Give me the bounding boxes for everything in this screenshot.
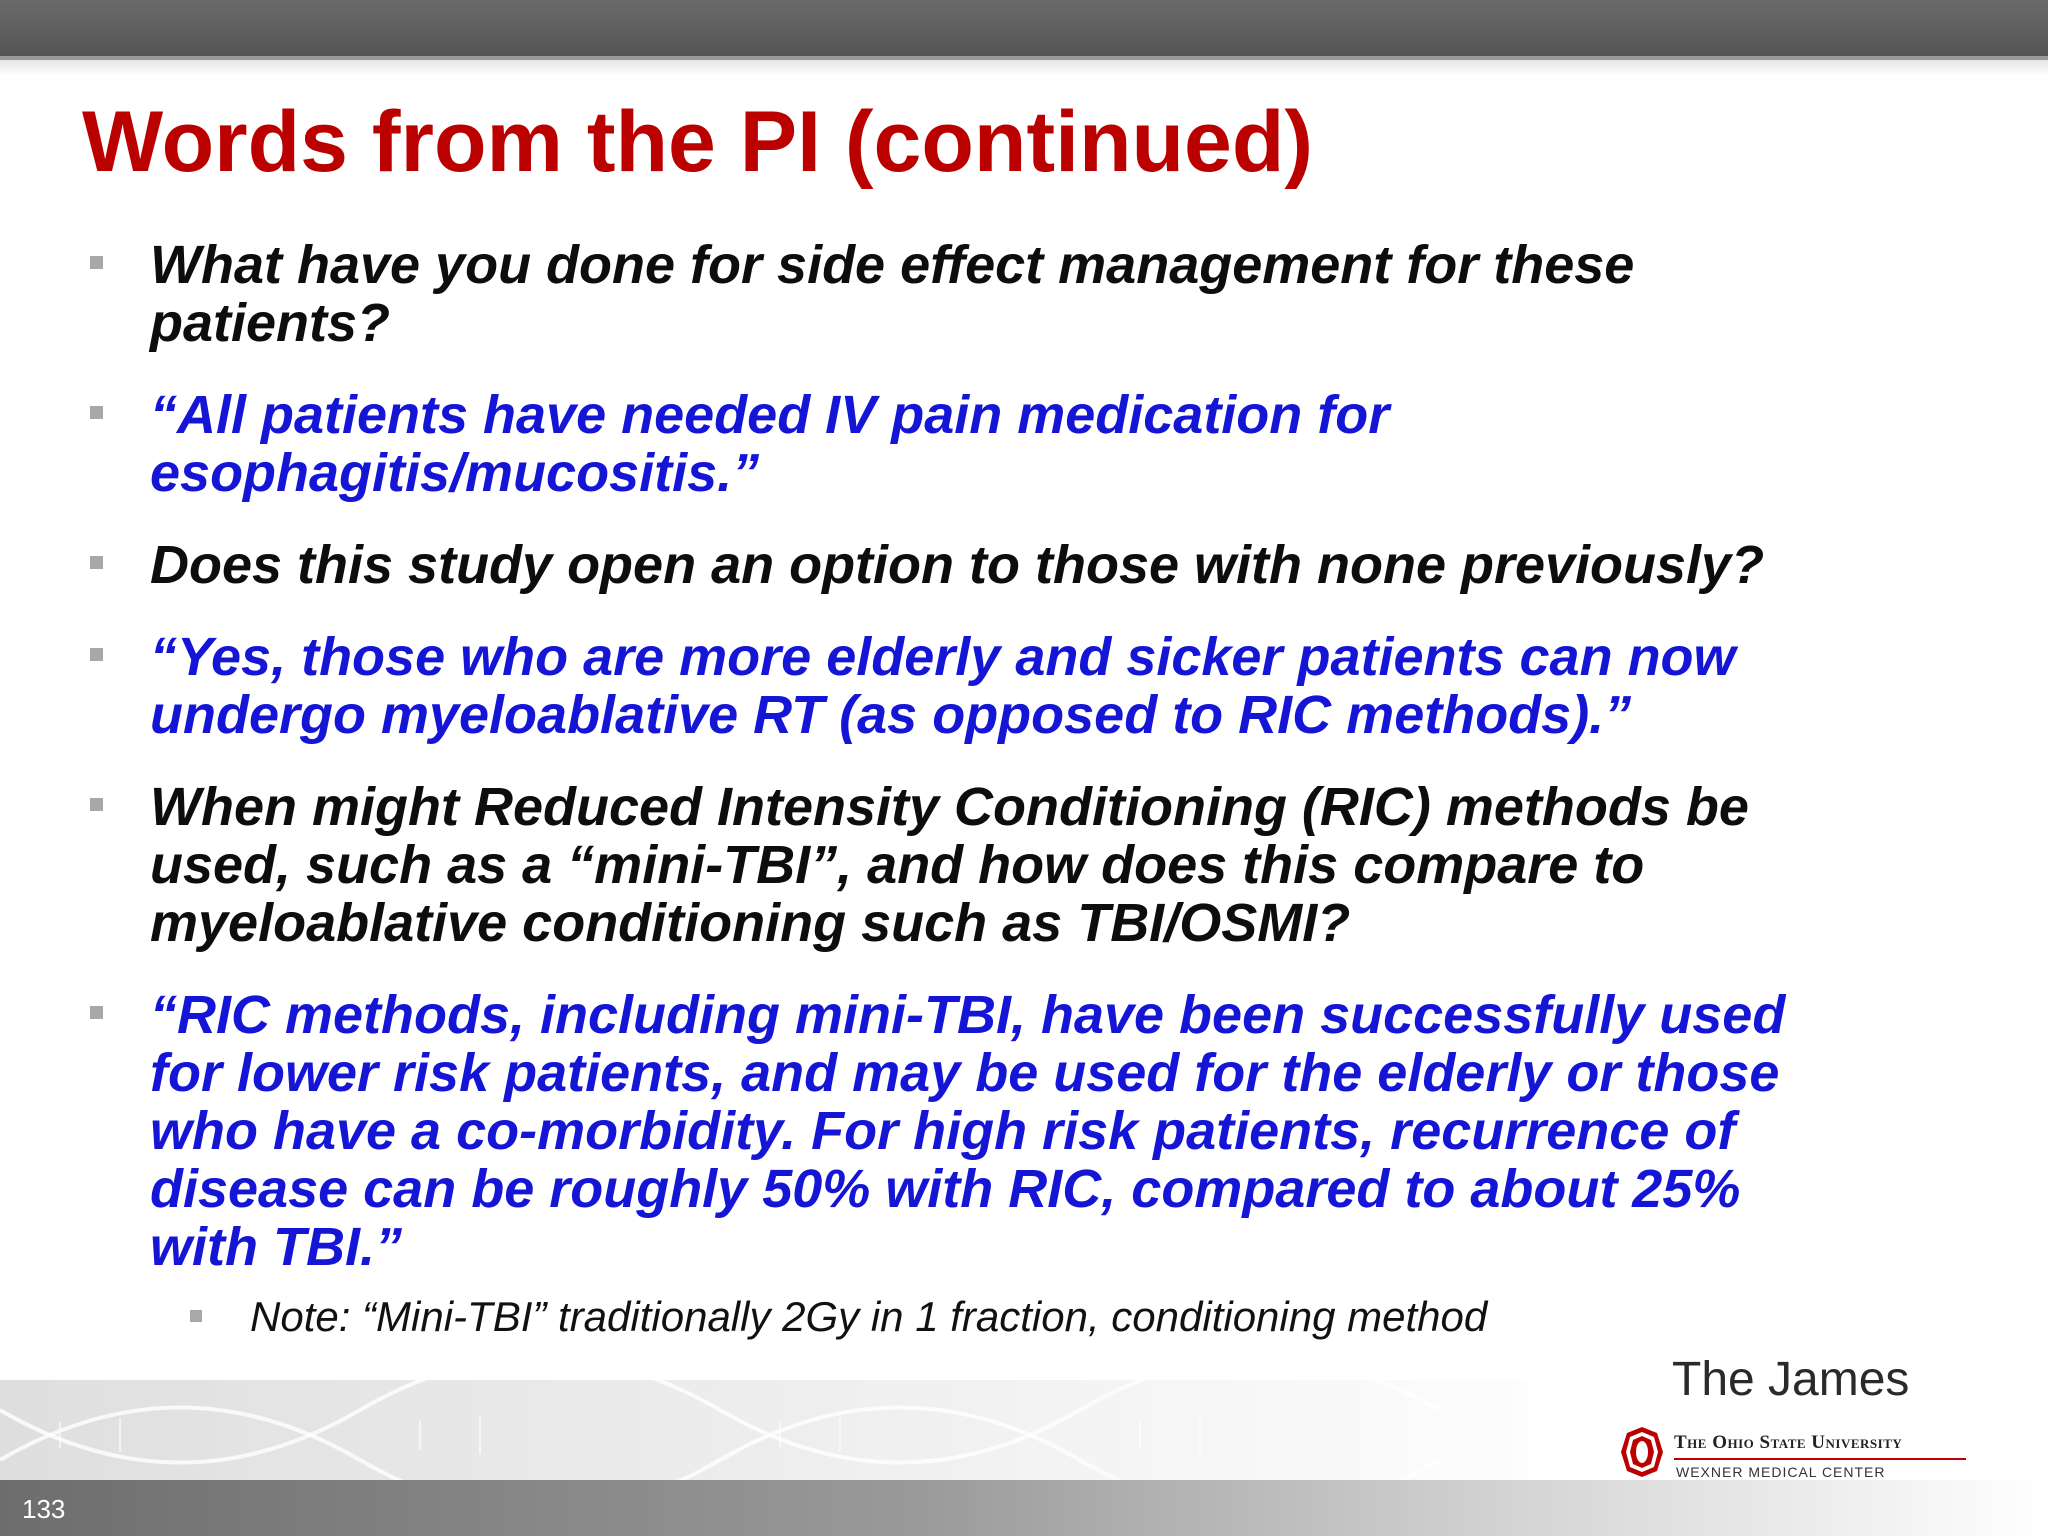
top-header-shadow: [0, 60, 2048, 76]
bullet-line: myeloablative conditioning such as TBI/OSMI?: [150, 893, 1351, 953]
osu-divider: [1674, 1458, 1966, 1460]
top-header-bar: [0, 0, 2048, 56]
osu-university-name: The Ohio State University: [1674, 1432, 1903, 1453]
bullet-line: Does this study open an option to those with none previously?: [150, 535, 1765, 595]
sub-bullet-marker: [190, 1310, 202, 1322]
bullet-line: esophagitis/mucositis.”: [150, 443, 760, 503]
bullet-marker: [90, 256, 103, 269]
bullet-line: “RIC methods, including mini-TBI, have been successfully used: [150, 985, 1786, 1045]
bullet-line: patients?: [150, 293, 391, 353]
bullet-marker: [90, 406, 103, 419]
dna-helix-decoration: [0, 1380, 1600, 1480]
bottom-footer-bar: [0, 1480, 2048, 1536]
slide-title: Words from the PI (continued): [82, 94, 1314, 190]
bullet-text: [150, 628, 1950, 744]
bullet-text: [150, 536, 1950, 594]
bullet-text: [150, 986, 1950, 1276]
page-number: 133: [22, 1494, 66, 1524]
bullet-line: disease can be roughly 50% with RIC, compared to about 25%: [150, 1159, 1741, 1219]
ohio-state-block-o-icon: [1620, 1426, 1664, 1478]
bullet-line: What have you done for side effect management for these: [150, 235, 1635, 295]
bullet-line: “All patients have needed IV pain medication for: [150, 385, 1390, 445]
dna-helix-icon: [0, 1380, 1600, 1480]
bullet-line: used, such as a “mini-TBI”, and how does this compare to: [150, 835, 1645, 895]
note-text: Note: “Mini-TBI” traditionally 2Gy in 1 fraction, conditioning method: [250, 1293, 1488, 1340]
bullet-marker: [90, 556, 103, 569]
bullet-line: undergo myeloablative RT (as opposed to RIC methods).”: [150, 685, 1632, 745]
bullet-line: for lower risk patients, and may be used for the elderly or those: [150, 1043, 1780, 1103]
bullet-line: When might Reduced Intensity Conditioning (RIC) methods be: [150, 777, 1749, 837]
bullet-line: who have a co-morbidity. For high risk patients, recurrence of: [150, 1101, 1736, 1161]
bullet-line: “Yes, those who are more elderly and sicker patients can now: [150, 627, 1736, 687]
bullet-marker: [90, 1006, 103, 1019]
bullet-marker: [90, 648, 103, 661]
bullet-marker: [90, 798, 103, 811]
brand-the-james: The James: [1672, 1353, 1910, 1406]
bullet-line: with TBI.”: [150, 1217, 402, 1277]
osu-medical-center: WEXNER MEDICAL CENTER: [1676, 1464, 1886, 1480]
bullet-text: [150, 778, 1950, 952]
bullet-text: [150, 236, 1950, 352]
bullet-text: [150, 386, 1950, 502]
